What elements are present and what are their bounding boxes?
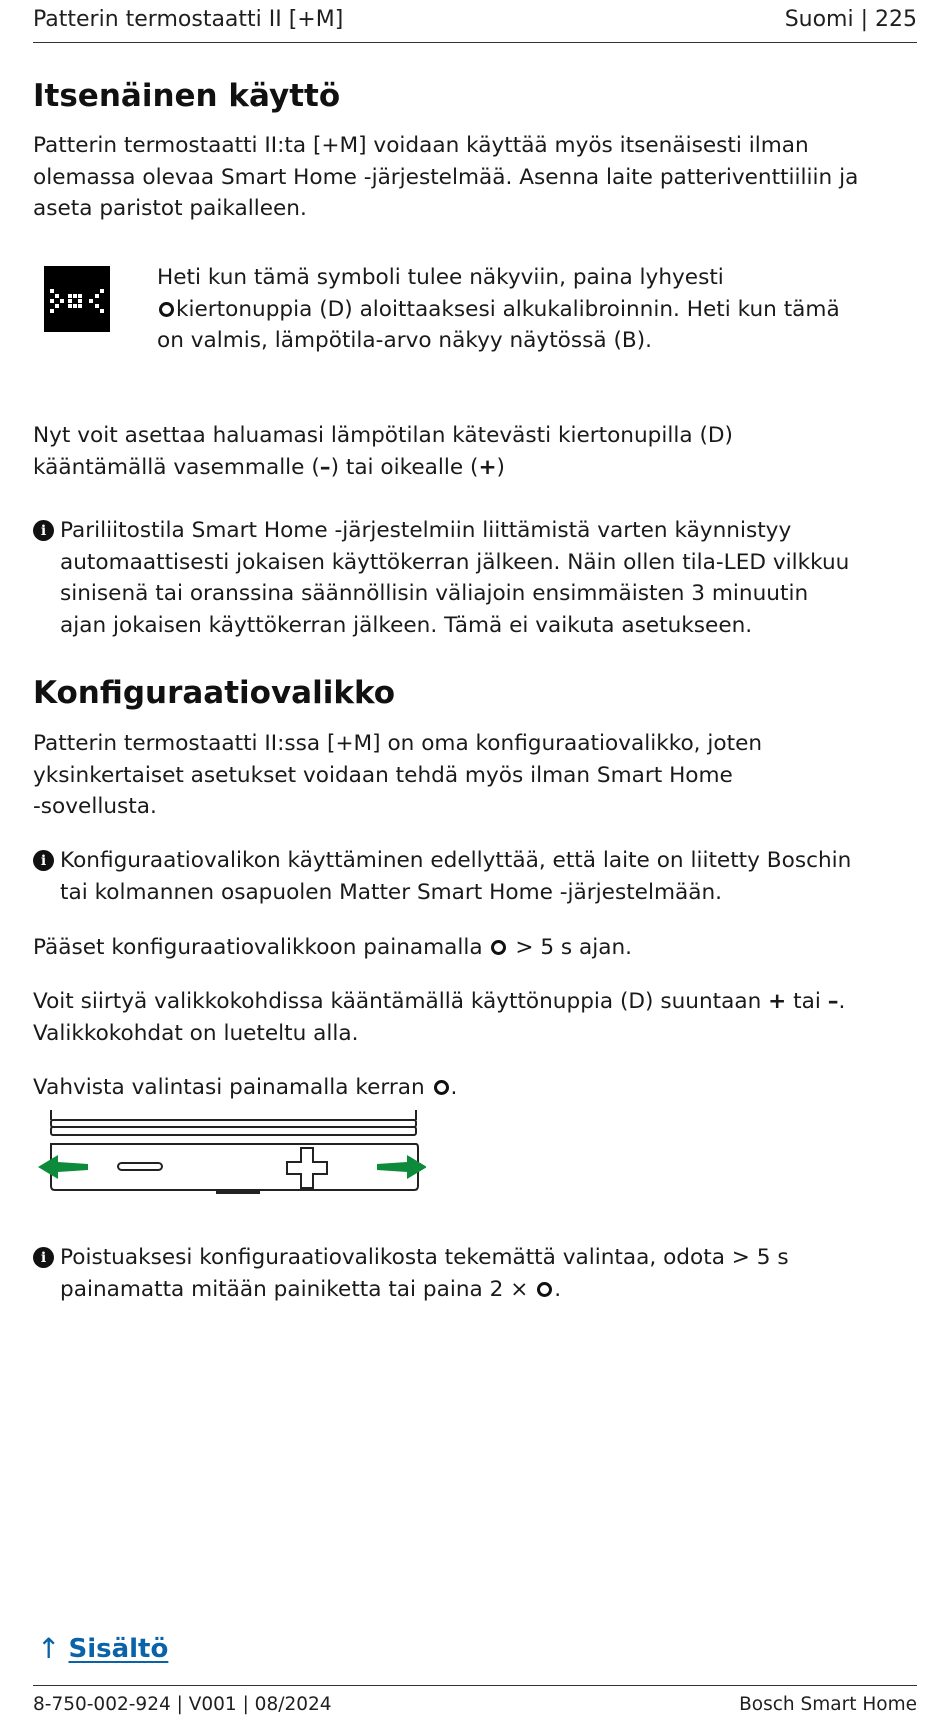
header-page-info: Suomi | 225	[784, 6, 917, 32]
confirm-text-a: Vahvista valintasi painamalla kerran	[33, 1075, 425, 1100]
button-ring-icon	[491, 940, 506, 955]
note-pairing-line-3: sinisenä tai oranssina säännöllisin väliajoin ensimmäisten 3 minuutin	[60, 581, 809, 606]
button-ring-icon	[434, 1080, 449, 1095]
confirm-text-end: .	[450, 1075, 458, 1100]
info-icon: i	[33, 850, 54, 871]
info-icon: i	[33, 1247, 54, 1268]
note-exit-line-2	[60, 1274, 789, 1306]
adjust-line-2	[33, 452, 505, 484]
minus-symbol: –	[319, 454, 331, 480]
confirm-instruction	[33, 1072, 457, 1104]
navigate-instruction-line-2: Valikkokohdat on lueteltu alla.	[33, 1020, 359, 1046]
note-config-line-1: Konfiguraatiovalikon käyttäminen edellyttää, että laite on liitetty Boschin	[60, 848, 852, 873]
config-intro-line-2: yksinkertaiset asetukset voidaan tehdä myös ilman Smart Home	[33, 762, 733, 788]
note-config-requirement-text	[60, 845, 851, 908]
note-exit-text-end: .	[554, 1276, 562, 1302]
plus-symbol: +	[768, 989, 787, 1014]
adjust-text-b: ) tai oikealle (	[330, 454, 479, 480]
plus-symbol: +	[478, 454, 497, 480]
symbol-text-line-3: on valmis, lämpötila-arvo näkyy näytössä (B).	[157, 328, 653, 353]
note-pairing-line-2: automaattisesti jokaisen käyttökerran jälkeen. Näin ollen tila-LED vilkkuu	[60, 549, 850, 575]
calibration-symbol-icon	[44, 266, 110, 332]
header-title: Patterin termostaatti II [+M]	[33, 6, 344, 32]
paragraph-intro-line-2: olemassa olevaa Smart Home -järjestelmää. Asenna laite patteriventtiiliin ja	[33, 164, 859, 190]
running-header	[33, 4, 917, 34]
navigate-text-end: .	[838, 989, 846, 1014]
symbol-text-line-2-text: kiertonuppia (D) aloittaaksesi alkukalibroinnin. Heti kun tämä	[176, 296, 840, 322]
adjust-text-c: )	[496, 454, 505, 480]
button-ring-icon	[537, 1282, 552, 1297]
section-heading-standalone: Itsenäinen käyttö	[33, 78, 341, 114]
footer-divider	[33, 1685, 917, 1686]
symbol-text-line-1: Heti kun tämä symboli tulee näkyviin, paina lyhyesti	[157, 265, 724, 290]
header-divider	[33, 42, 917, 43]
enter-text-a: Pääset konfiguraatiovalikkoon painamalla	[33, 935, 483, 960]
symbol-text-line-2	[157, 294, 840, 326]
minus-icon	[118, 1163, 162, 1170]
footer-brand: Bosch Smart Home	[739, 1694, 917, 1715]
page	[33, 0, 917, 1728]
note-config-requirement	[33, 845, 851, 908]
footer-doc-id: 8-750-002-924 | V001 | 08/2024	[33, 1694, 332, 1715]
left-arrow-icon	[38, 1155, 88, 1179]
knob-rotation-illustration	[36, 1108, 426, 1218]
note-pairing-line-4: ajan jokaisen käyttökerran jälkeen. Tämä ei vaikuta asetukseen.	[60, 612, 753, 638]
paragraph-intro-line-3: aseta paristot paikalleen.	[33, 196, 307, 221]
navigate-text-a: Voit siirtyä valikkokohdissa kääntämällä käyttönuppia (D) suuntaan	[33, 989, 762, 1014]
note-exit-menu	[33, 1242, 789, 1305]
running-footer	[33, 1694, 917, 1715]
adjust-text-a: kääntämällä vasemmalle (	[33, 454, 320, 480]
navigate-text-mid: tai	[793, 989, 821, 1014]
contents-link[interactable]	[37, 1632, 168, 1665]
up-arrow-icon: ↑	[37, 1632, 61, 1665]
button-ring-icon	[159, 302, 174, 317]
note-exit-line-1: Poistuaksesi konfiguraatiovalikosta tekemättä valintaa, odota > 5 s	[60, 1245, 789, 1270]
enter-menu-instruction	[33, 932, 632, 964]
note-exit-menu-text	[60, 1242, 789, 1305]
enter-text-b: > 5 s ajan.	[515, 935, 633, 960]
paragraph-intro-line-1: Patterin termostaatti II:ta [+M] voidaan käyttää myös itsenäisesti ilman	[33, 133, 809, 158]
note-pairing	[33, 515, 849, 641]
navigate-instruction-line-1	[33, 986, 845, 1018]
note-config-line-2: tai kolmannen osapuolen Matter Smart Home -järjestelmään.	[60, 879, 722, 905]
note-pairing-line-1: Pariliitostila Smart Home -järjestelmiin liittämistä varten käynnistyy	[60, 518, 792, 543]
contents-link-label: Sisältö	[68, 1633, 169, 1664]
note-exit-text-a: painamatta mitään painiketta tai paina 2 ×	[60, 1276, 529, 1302]
adjust-line-1: Nyt voit asettaa haluamasi lämpötilan kätevästi kiertonupilla (D)	[33, 423, 733, 448]
note-pairing-text	[60, 515, 849, 641]
plus-icon	[287, 1148, 327, 1188]
info-icon: i	[33, 520, 54, 541]
section-heading-config-menu: Konfiguraatiovalikko	[33, 675, 396, 711]
config-intro-line-1: Patterin termostaatti II:ssa [+M] on oma konfiguraatiovalikko, joten	[33, 731, 763, 756]
minus-symbol: –	[827, 989, 839, 1014]
config-intro-line-3: -sovellusta.	[33, 794, 157, 819]
